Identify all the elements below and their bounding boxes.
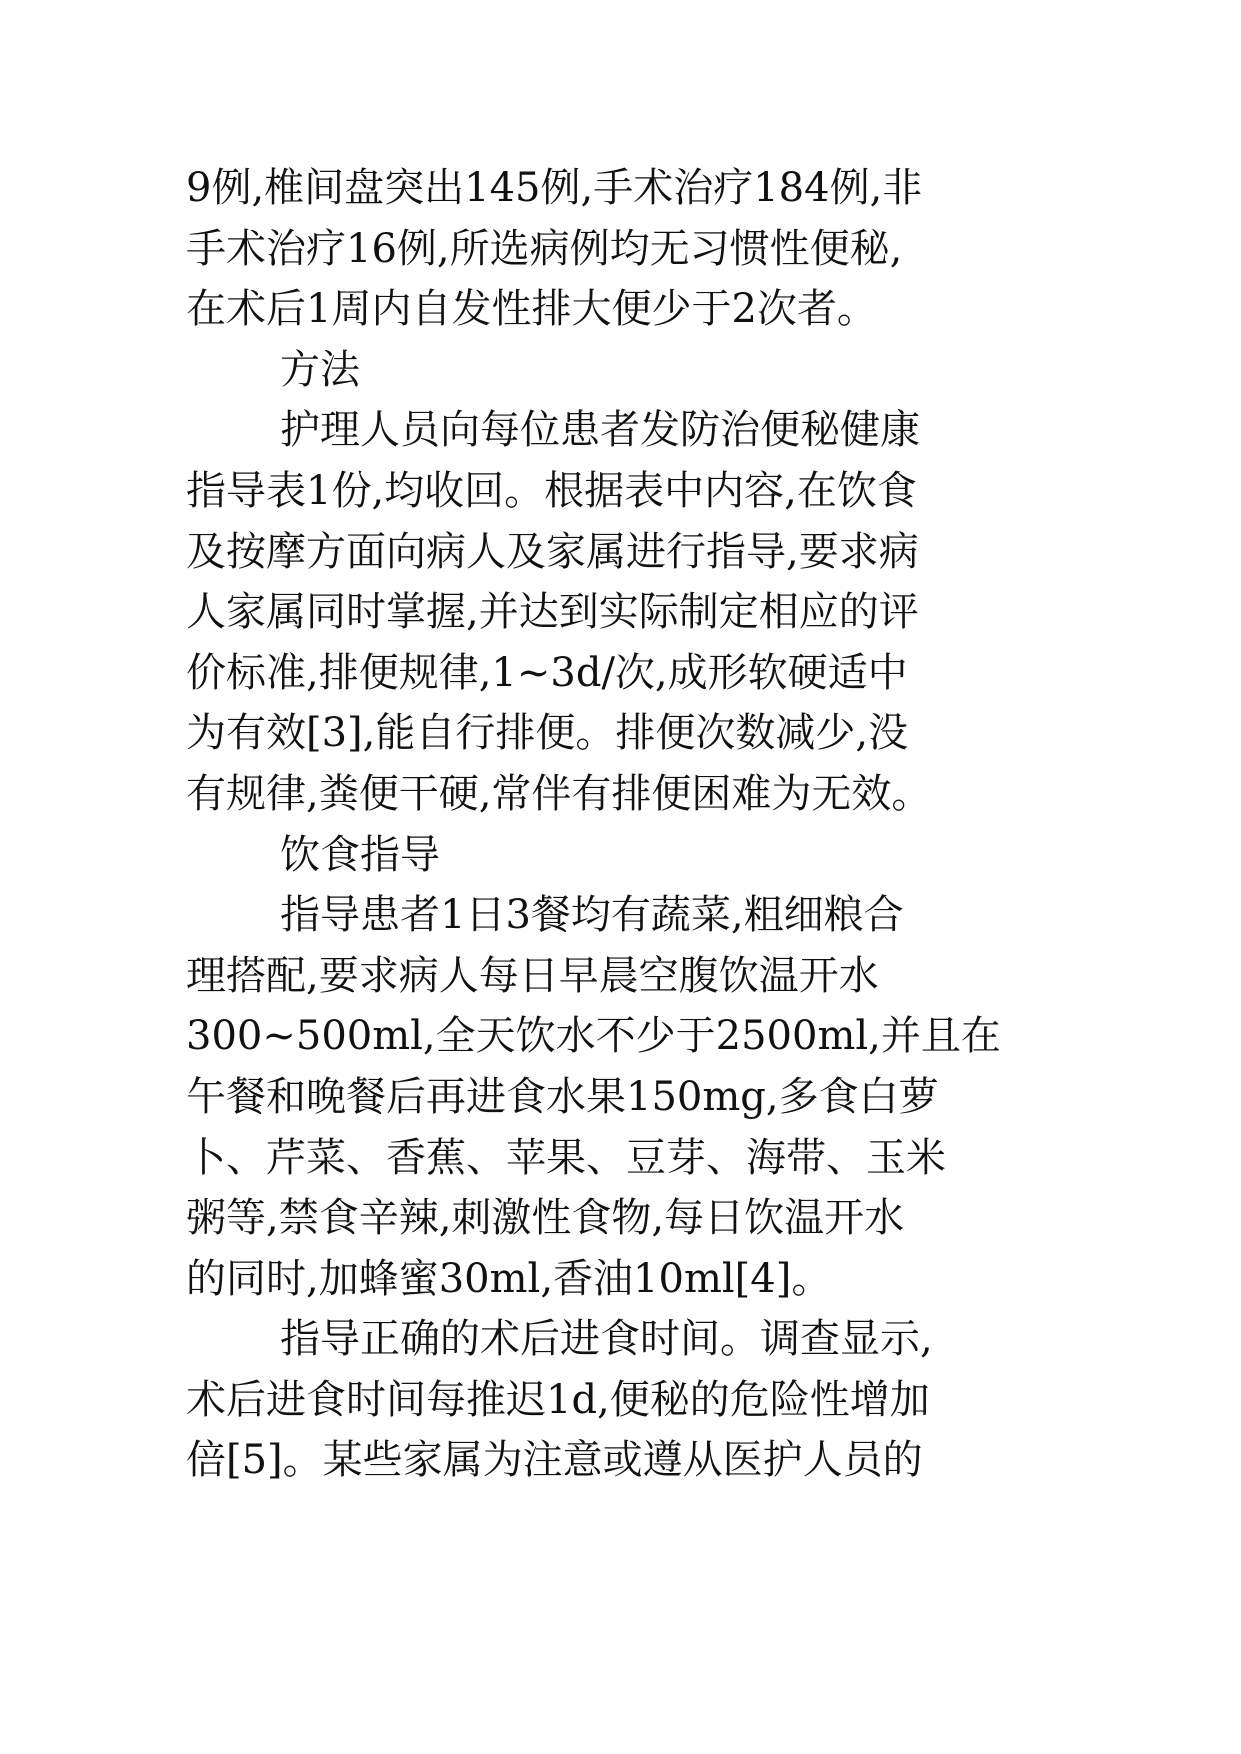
text-line: 粥等,禁食辛辣,刺激性食物,每日饮温开水 (186, 1195, 905, 1242)
section-heading-diet-guidance: 饮食指导 (280, 831, 440, 878)
text-line: 9例,椎间盘突出145例,手术治疗184例,非 (186, 165, 923, 211)
text-line: 手术治疗16例,所选病例均无习惯性便秘, (186, 225, 903, 272)
text-line: 为有效[3],能自行排便。排便次数减少,没 (186, 710, 909, 757)
text-line: 指导表1份,均收回。根据表中内容,在饮食 (186, 467, 917, 514)
text-line: 理搭配,要求病人每日早晨空腹饮温开水 (186, 952, 879, 999)
body-text (186, 158, 1086, 1491)
text-line: 300~500ml,全天饮水不少于2500ml,并且在 (186, 1013, 1001, 1060)
text-line: 护理人员向每位患者发防治便秘健康 (280, 407, 920, 454)
text-line: 有规律,粪便干硬,常伴有排便困难为无效。 (186, 770, 932, 817)
text-line: 术后进食时间每推迟1d,便秘的危险性增加 (186, 1376, 930, 1423)
section-heading-method: 方法 (280, 346, 360, 393)
text-line: 人家属同时掌握,并达到实际制定相应的评 (186, 589, 919, 636)
text-line: 及按摩方面向病人及家属进行指导,要求病 (186, 528, 919, 575)
text-line: 倍[5]。某些家属为注意或遵从医护人员的 (186, 1437, 923, 1484)
text-line: 价标准,排便规律,1~3d/次,成形软硬适中 (186, 649, 908, 696)
text-line: 午餐和晚餐后再进食水果150mg,多食白萝 (186, 1073, 939, 1120)
text-line: 的同时,加蜂蜜30ml,香油10ml[4]。 (186, 1255, 832, 1302)
text-line: 卜、芹菜、香蕉、苹果、豆芽、海带、玉米 (186, 1134, 946, 1181)
text-line: 指导患者1日3餐均有蔬菜,粗细粮合 (280, 892, 904, 939)
text-line: 在术后1周内自发性排大便少于2次者。 (186, 286, 877, 333)
text-line: 指导正确的术后进食时间。调查显示, (280, 1316, 933, 1363)
